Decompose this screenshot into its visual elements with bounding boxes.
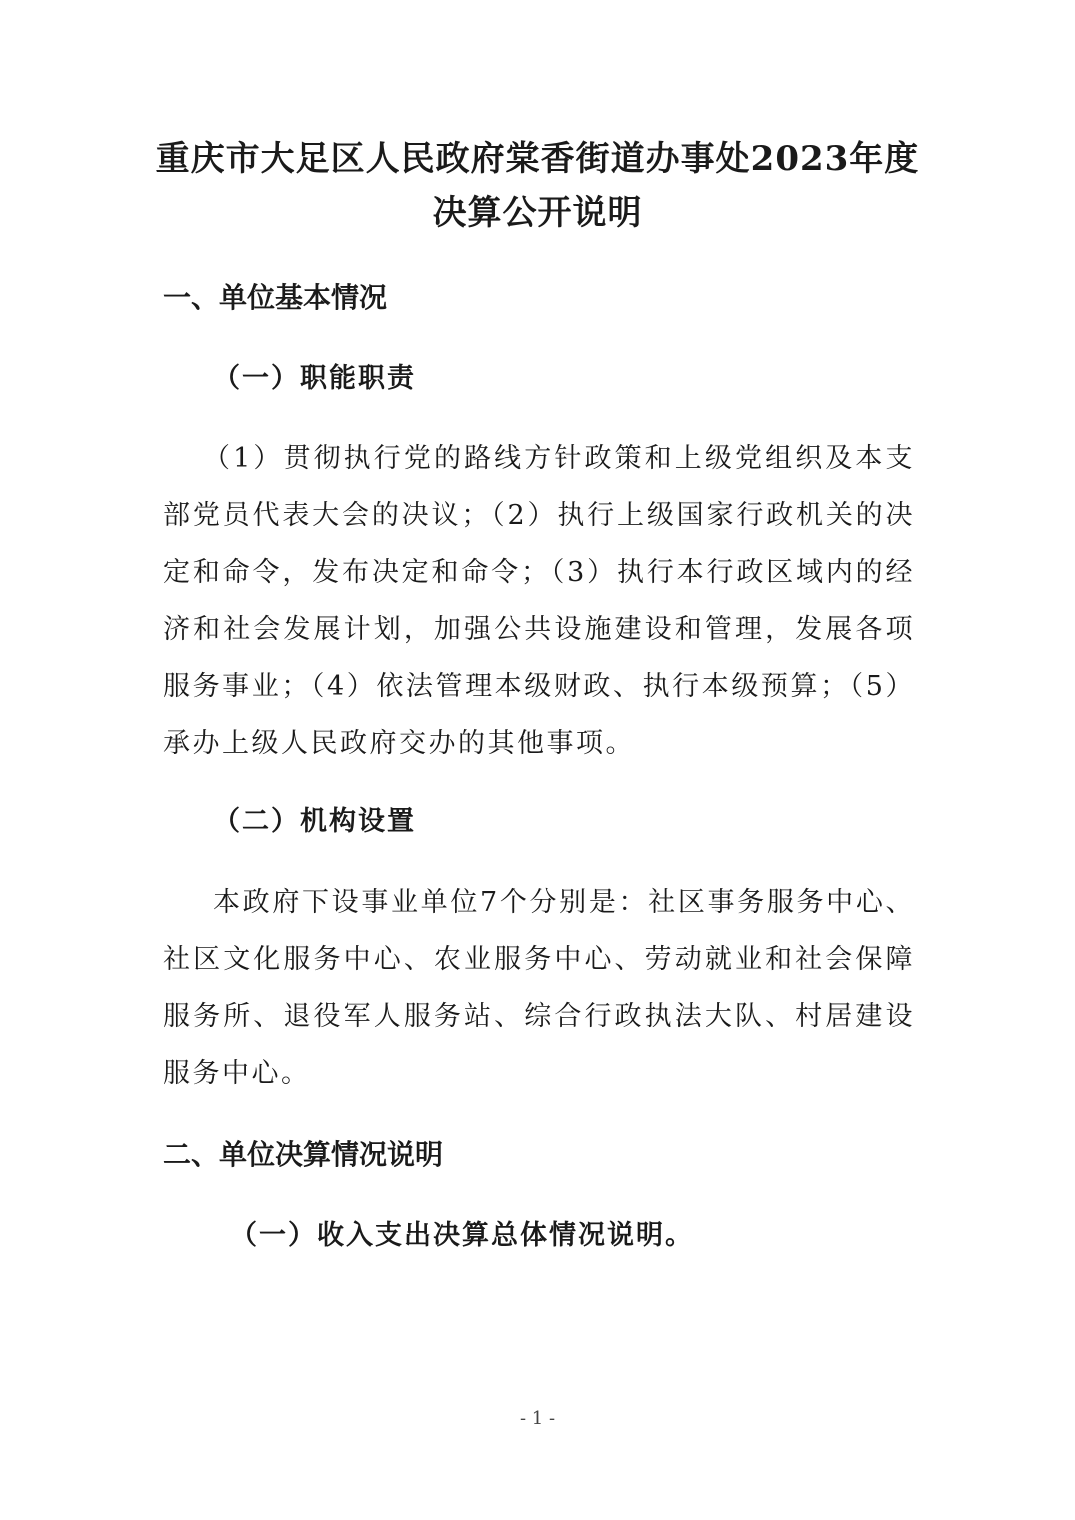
section-heading-final-accounts: 二、单位决算情况说明 — [163, 1138, 444, 1171]
subsection-heading-functions: （一）职能职责 — [213, 363, 416, 394]
document-title: 重庆市大足区人民政府棠香街道办事处2023年度决算公开说明 — [155, 139, 920, 233]
paragraph-organization: 本政府下设事业单位7个分别是：社区事务服务中心、社区文化服务中心、农业服务中心、劳动就业和社会保障服务所、退役军人服务站、综合行政执法大队、村居建设服务中心。 — [163, 887, 915, 1089]
paragraph-functions: （1）贯彻执行党的路线方针政策和上级党组织及本支部党员代表大会的决议；（2）执行上级国家行政机关的决定和命令，发布决定和命令；（3）执行本行政区域内的经济和社会发展计划，加强公共设施建设和管理，发展各项服务事业；（4）依法管理本级财政、执行本级预算；（5）承办上级人民政府交办的其他事项。 — [163, 443, 915, 759]
subsection-heading-income-expenditure: （一）收入支出决算总体情况说明。 — [230, 1220, 694, 1251]
page-number: - 1 - — [519, 1408, 556, 1429]
subsection-heading-organization: （二）机构设置 — [213, 806, 416, 837]
section-heading-basic-info: 一、单位基本情况 — [163, 281, 388, 314]
